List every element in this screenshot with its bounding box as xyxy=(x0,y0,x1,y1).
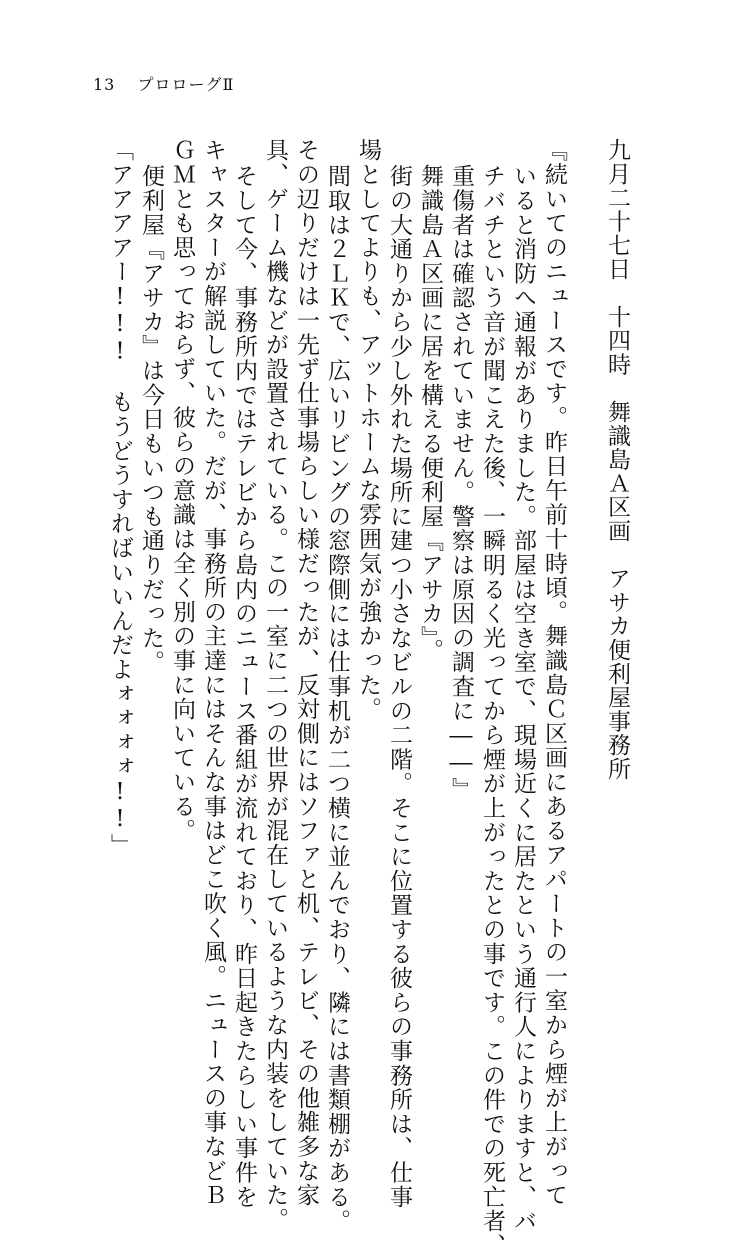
text-line: いると消防へ通報がありました。部屋は空き室で、現場近くに居たという通行人によりますと、バ xyxy=(510,164,536,1234)
text-line: チバチという音が聞こえた後、一瞬明るく光ってから煙が上がったとの事です。この件での死亡者、 xyxy=(479,164,505,1258)
text-line: 具、ゲーム機などが設置されている。この一室に二つの世界が混在しているような内装をしていた。 xyxy=(262,138,288,1232)
text-line: 『続いてのニュースです。昨日午前十時頃。舞識島Ｃ区画にあるアパートの一室から煙が上がって xyxy=(541,138,567,1208)
text-line: キャスターが解説していた。だが、事務所の主達にはそんな事はどこ吹く風。ニュースの事などＢ xyxy=(200,138,226,1208)
text-line: 間取は２ＬＫで、広いリビングの窓際側には仕事机が二つ横に並んでおり、隣には書類棚がある。 xyxy=(324,164,350,1234)
chapter-title: プロローグⅡ xyxy=(137,75,235,94)
text-line: 舞識島Ａ区画に居を構える便利屋『アサカ』。 xyxy=(417,164,443,663)
page-number: 13 xyxy=(93,75,116,94)
page-header xyxy=(93,72,234,95)
scene-heading: 九月二十七日 十四時 舞識島Ａ区画 アサカ便利屋事務所 xyxy=(604,138,630,781)
text-line: 場としてよりも、アットホームな雰囲気が強かった。 xyxy=(355,138,381,722)
text-line: 重傷者は確認されていません。警察は原因の調査に――』 xyxy=(448,164,474,802)
text-line: 「アアアアー!!! もうどうすればいいんだよォォォォ!!」 xyxy=(107,138,133,858)
text-line: そして今、事務所内ではテレビから島内のニュース番組が流れており、昨日起きたらしい事件を xyxy=(231,164,257,1209)
text-line: ＧＭとも思っておらず、彼らの意識は全く別の事に向いている。 xyxy=(169,138,195,843)
text-line: 街の大通りから少し外れた場所に建つ小さなビルの二階。そこに位置する彼らの事務所は、仕事 xyxy=(386,164,412,1209)
text-line: 便利屋『アサカ』は今日もいつも通りだった。 xyxy=(138,164,164,675)
text-line: その辺りだけは一先ず仕事場らしい様だったが、反対側にはソファと机、テレビ、その他雑多な家 xyxy=(293,138,319,1208)
